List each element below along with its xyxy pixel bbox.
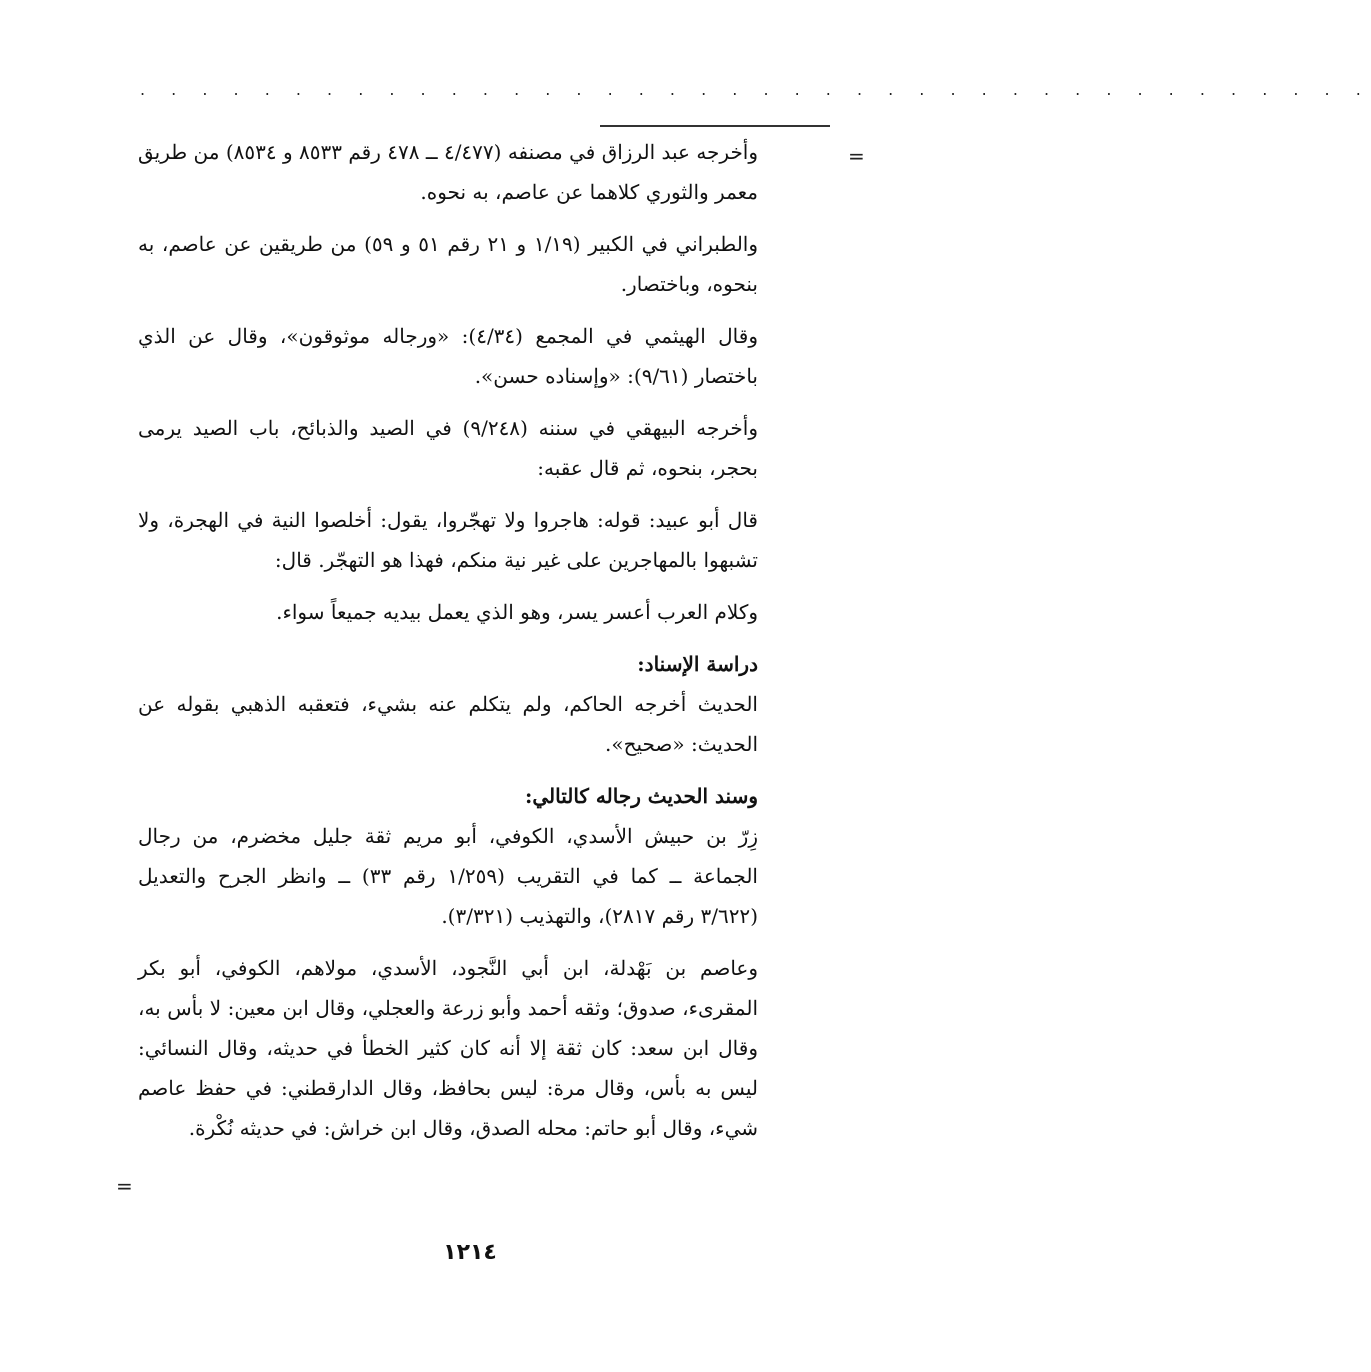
paragraph-asim: وعاصم بن بَهْدلة، ابن أبي النَّجود، الأسدي، مولاهم، الكوفي، أبو بكر المقرىء، صدوق؛ وثقه أحمد وأبو زرعة والعجلي، وقال ابن معين: لا بأس به، وقال ابن سعد: كان ثقة إلا أنه كان كثير الخطأ في حديثه، وقال النسائي: ليس به بأس، وقال مرة: ليس بحافظ، وقال الدارقطني: في حفظ عاصم شيء، وقال أبو حاتم: محله الصدق، وقال ابن خراش: في حديثه نُكْرة. [138,956,759,1140]
paragraph-hakim: الحديث أخرجه الحاكم، ولم يتكلم عنه بشيء، فتعقبه الذهبي بقوله عن الحديث: «صحيح». [138,692,758,756]
continuation-mark-bottom: = [116,1174,133,1198]
section-heading-narrators: وسند الحديث رجاله كالتالي: [524,784,758,808]
paragraph-bayhaqi: وأخرجه البيهقي في سننه (٩/٢٤٨) في الصيد والذبائح، باب الصيد يرمى بحجر، بنحوه، ثم قال عقبه: [138,416,758,480]
section-heading-isnad-study: دراسة الإسناد: [637,652,758,676]
page-number: ١٢١٤ [443,1240,497,1265]
paragraph-tabarani: والطبراني في الكبير (١/١٩ و ٢١ رقم ٥١ و ٥٩) من طريقين عن عاصم، به بنحوه، وباختصار. [138,232,759,296]
paragraph-arab-speech: وكلام العرب أعسر يسر، وهو الذي يعمل بيديه جميعاً سواء. [276,600,758,624]
footnote-text-block [138,132,758,1148]
paragraph-abdulrazzaq: وأخرجه عبد الرزاق في مصنفه (٤/٤٧٧ ــ ٤٧٨ رقم ٨٥٣٣ و ٨٥٣٤) من طريق معمر والثوري كلاهما عن عاصم، به نحوه. [138,140,759,204]
paragraph-abu-ubayd: قال أبو عبيد: قوله: هاجروا ولا تهجّروا، يقول: أخلصوا النية في الهجرة، ولا تشبهوا بالمهاجرين على غير نية منكم، فهذا هو التهجّر. قال: [138,508,758,572]
header-dotted-line: . . . . . . . . . . . . . . . . . . . . . . . . . . . . . . . . . . . . . . . . [140,80,1371,99]
paragraph-haythami: وقال الهيثمي في المجمع (٤/٣٤): «ورجاله موثوقون»، وقال عن الذي باختصار (٩/٦١): «وإسناده حسن». [138,324,758,388]
paragraph-zirr: زِرّ بن حبيش الأسدي، الكوفي، أبو مريم ثقة جليل مخضرم، من رجال الجماعة ــ كما في التقريب (١/٢٥٩ رقم ٣٣) ــ وانظر الجرح والتعديل (٣/٦٢٢ رقم ٢٨١٧)، والتهذيب (٣/٣٢١). [138,824,758,928]
continuation-mark-top: = [848,144,865,168]
footnote-separator-rule [600,125,830,127]
